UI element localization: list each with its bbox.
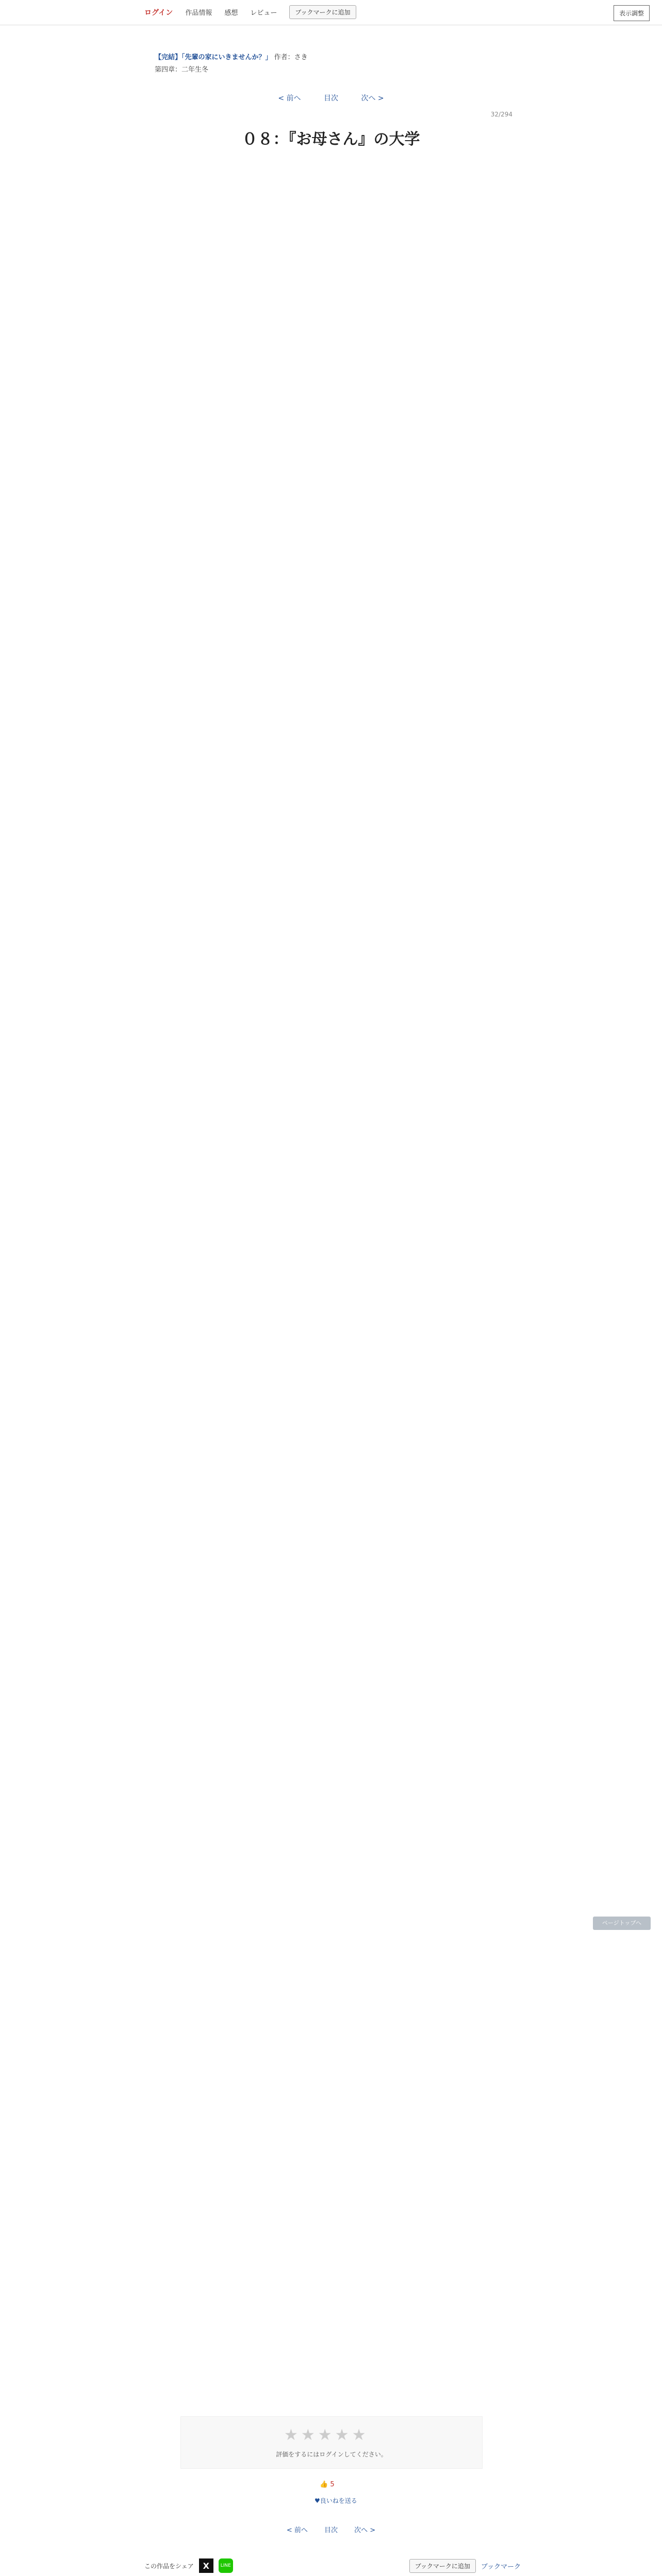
display-settings-button[interactable]: 表示調整 bbox=[614, 5, 650, 21]
bookmark-add-button[interactable]: ブックマークに追加 bbox=[289, 5, 356, 19]
share-row bbox=[144, 2558, 521, 2573]
rating-stars[interactable]: ★★★★★ bbox=[284, 2426, 369, 2444]
next-episode-link-bottom[interactable]: 次へ > bbox=[354, 2527, 376, 2534]
share-bookmark-group bbox=[409, 2559, 521, 2573]
table-of-contents-link-bottom[interactable]: 目次 bbox=[324, 2527, 338, 2534]
like-count: 👍 5 bbox=[320, 2481, 335, 2488]
top-nav-links bbox=[144, 5, 356, 19]
chapter-title: ０８：『お母さん』の大学 bbox=[242, 130, 420, 148]
top-navigation-bar bbox=[0, 0, 662, 25]
bookmark-label[interactable]: ブックマーク bbox=[481, 2563, 521, 2571]
next-episode-link[interactable]: 次へ > bbox=[361, 94, 384, 103]
login-link[interactable]: ログイン bbox=[144, 8, 173, 17]
x-share-icon[interactable]: X bbox=[199, 2558, 213, 2573]
breadcrumb bbox=[155, 52, 308, 61]
rating-login-prompt: 評価をするにはログインしてください。 bbox=[276, 2451, 387, 2458]
prev-episode-link-bottom[interactable]: < 前へ bbox=[286, 2527, 308, 2534]
page-top-button[interactable]: ページトップへ bbox=[593, 1917, 651, 1930]
bookmark-add-button-bottom[interactable]: ブックマークに追加 bbox=[409, 2559, 476, 2573]
nav-link-work-info[interactable]: 作品情報 bbox=[185, 9, 212, 17]
chapter-section-label: 第四章：二年生冬 bbox=[155, 66, 209, 74]
share-label: この作品をシェア bbox=[144, 2562, 194, 2570]
episode-number: 32/294 bbox=[490, 111, 512, 118]
send-like-link[interactable]: ♥良いねを送る bbox=[315, 2497, 357, 2504]
prev-episode-link[interactable]: < 前へ bbox=[278, 94, 301, 103]
work-title-link[interactable]: 【完結】「先輩の家にいきませんか？」 bbox=[155, 54, 272, 61]
episode-pager-bottom bbox=[0, 2524, 662, 2534]
author-label: 作者：さき bbox=[274, 54, 308, 61]
nav-link-reviews[interactable]: レビュー bbox=[250, 9, 277, 17]
rating-panel bbox=[180, 2416, 483, 2469]
episode-pager-top bbox=[0, 93, 662, 103]
table-of-contents-link[interactable]: 目次 bbox=[324, 94, 338, 103]
line-share-icon[interactable]: LINE bbox=[219, 2558, 233, 2573]
nav-link-impressions[interactable]: 感想 bbox=[224, 9, 238, 17]
